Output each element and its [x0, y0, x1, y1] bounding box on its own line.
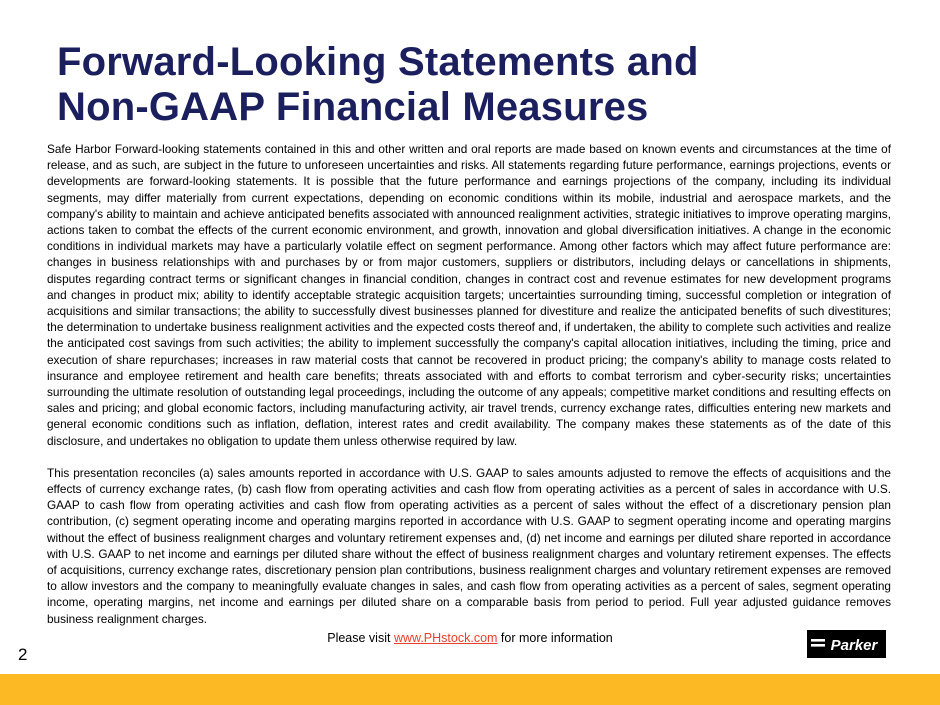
- phstock-link[interactable]: www.PHstock.com: [393, 631, 498, 645]
- body-text: [47, 141, 891, 627]
- slide-title-line-2: Non-GAAP Financial Measures: [57, 85, 649, 129]
- slide-title-line-1: Forward-Looking Statements and: [57, 40, 699, 84]
- parker-logo-text: Parker: [830, 637, 878, 654]
- slide-title: [57, 40, 917, 130]
- page-number: 2: [18, 645, 28, 664]
- footer-bar: [0, 674, 940, 705]
- non-gaap-paragraph: This presentation reconciles (a) sales amounts reported in accordance with U.S. GAAP to sales amounts adjusted to remove the effects of acquisitions and the effects of currency exchange rates, (b) cash flow from operating activities and cash flow from operating activities as a percent of sales in accordance with U.S. GAAP to cash flow from operating activities and cash flow from operating activities as a percent of sales without the effect of a discretionary pension plan contribution, (c) segment operating income and operating margins reported in accordance with U.S. GAAP to segment operating income and operating margins without the effect of business realignment charges and voluntary retirement expenses and, (d) net income and earnings per diluted share reported in accordance with U.S. GAAP to net income and earnings per diluted share without the effect of business realignment charges and voluntary retirement expenses. The effects of acquisitions, currency exchange rates, discretionary pension plan contributions, business realignment charges and voluntary retirement expenses are removed to allow investors and the company to meaningfully evaluate changes in sales, and cash flow from operating activities as a percent of sales, segment operating income, operating margins, net income and earnings per diluted share on a comparable basis from period to period. Full year adjusted guidance removes business realignment charges.: [47, 465, 891, 626]
- visit-prefix: Please visit: [327, 631, 394, 645]
- parker-logo-icon: [807, 630, 886, 658]
- safe-harbor-paragraph: Safe Harbor Forward-looking statements contained in this and other written and oral reports are made based on known events and circumstances at the time of release, and as such, are subject in the future to unforeseen uncertainties and risks. All statements regarding future performance, earnings projections, events or developments are forward-looking statements. It is possible that the future performance and earnings projections of the company, including its individual segments, may differ materially from current expectations, depending on economic conditions within its mobile, industrial and aerospace markets, and the company's ability to maintain and achieve anticipated benefits associated with announced realignment activities, strategic initiatives to improve operating margins, actions taken to combat the effects of the current economic environment, and growth, innovation and global diversification initiatives. A change in the economic conditions in individual markets may have a particularly volatile effect on segment performance. Among other factors which may affect future performance are: changes in business relationships with and purchases by or from major customers, suppliers or distributors, including delays or cancellations in shipments, disputes regarding contract terms or significant changes in financial condition, changes in contract cost and revenue estimates for new development programs and changes in product mix; ability to identify acceptable strategic acquisition targets; uncertainties surrounding timing, successful completion or integration of acquisitions and similar transactions; the ability to successfully divest businesses planned for divestiture and realize the anticipated benefits of such divestitures; the determination to undertake business realignment activities and the expected costs thereof and, if undertaken, the ability to complete such activities and realize the anticipated cost savings from such activities; the ability to implement successfully the company's capital allocation initiatives, including the timing, price and execution of share repurchases; increases in raw material costs that cannot be recovered in product pricing; the company's ability to manage costs related to insurance and employee retirement and health care benefits; threats associated with and efforts to combat terrorism and cyber-security risks; uncertainties surrounding the ultimate resolution of outstanding legal proceedings, including the outcome of any appeals; competitive market conditions and resulting effects on sales and pricing; and global economic factors, including manufacturing activity, air travel trends, currency exchange rates, difficulties entering new markets and general economic conditions such as inflation, deflation, interest rates and credit availability. The company makes these statements as of the date of this disclosure, and undertakes no obligation to update them unless otherwise required by law.: [47, 142, 891, 448]
- visit-suffix: for more information: [497, 631, 613, 645]
- visit-line: [0, 631, 940, 645]
